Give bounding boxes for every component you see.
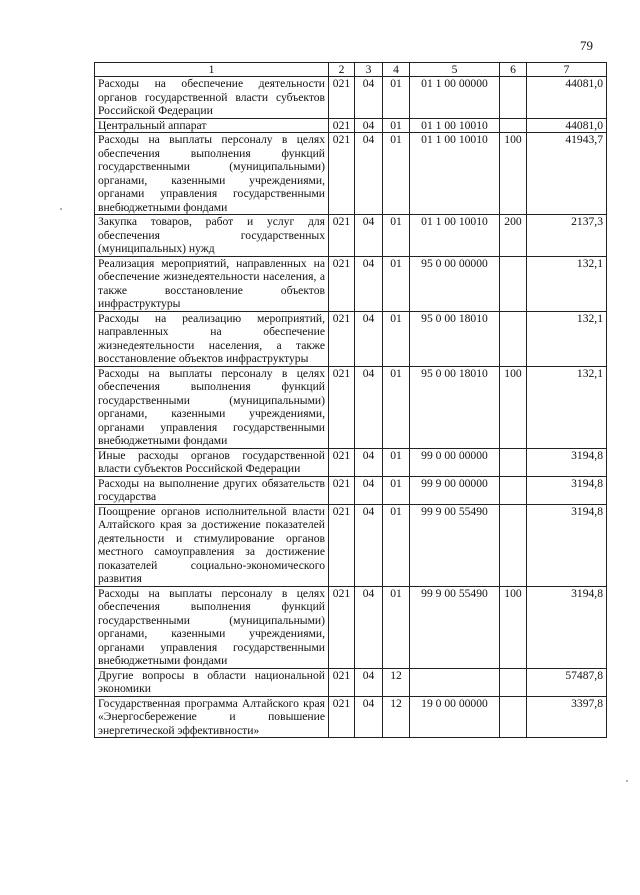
row-amount: 41943,7: [527, 133, 607, 215]
row-ministry-code: 021: [329, 668, 355, 696]
table-row: [95, 311, 607, 366]
scan-speck: [626, 780, 628, 782]
row-subsection-code: 12: [383, 696, 410, 738]
row-subsection-code: 01: [383, 133, 410, 215]
row-subsection-code: 01: [383, 366, 410, 448]
row-target-article: 01 1 00 10010: [410, 118, 500, 133]
row-expense-type: 100: [500, 133, 527, 215]
row-expense-type: 100: [500, 586, 527, 668]
row-section-code: 04: [355, 668, 383, 696]
row-name: Расходы на выплаты персоналу в целях обеспечения выполнения функций государственными (муниципальными) органами, казенными учреждениями, органами управления государственными внебюджетными фондами: [95, 586, 329, 668]
row-section-code: 04: [355, 77, 383, 119]
row-name: Закупка товаров, работ и услуг для обеспечения государственных (муниципальных) нужд: [95, 215, 329, 257]
row-amount: 3194,8: [527, 476, 607, 504]
table-row: [95, 668, 607, 696]
table-row: [95, 118, 607, 133]
row-ministry-code: 021: [329, 366, 355, 448]
row-target-article: [410, 668, 500, 696]
row-subsection-code: 01: [383, 586, 410, 668]
row-expense-type: 100: [500, 366, 527, 448]
row-amount: 2137,3: [527, 215, 607, 257]
row-name: Расходы на выполнение других обязательств государства: [95, 476, 329, 504]
row-ministry-code: 021: [329, 256, 355, 311]
row-name: Расходы на выплаты персоналу в целях обеспечения выполнения функций государственными (муниципальными) органами, казенными учреждениями, органами управления государственными внебюджетными фондами: [95, 366, 329, 448]
row-target-article: 95 0 00 00000: [410, 256, 500, 311]
row-expense-type: [500, 668, 527, 696]
row-amount: 44081,0: [527, 118, 607, 133]
row-ministry-code: 021: [329, 696, 355, 738]
scan-speck: [60, 208, 62, 210]
header-row: [95, 63, 607, 77]
row-target-article: 01 1 00 10010: [410, 215, 500, 257]
header-col-5: 5: [410, 63, 500, 77]
table-row: [95, 133, 607, 215]
row-ministry-code: 021: [329, 448, 355, 476]
row-name: Реализация мероприятий, направленных на обеспечение жизнедеятельности населения, а также восстановление объектов инфраструктуры: [95, 256, 329, 311]
row-section-code: 04: [355, 256, 383, 311]
row-target-article: 99 0 00 00000: [410, 448, 500, 476]
row-section-code: 04: [355, 133, 383, 215]
row-expense-type: [500, 476, 527, 504]
row-target-article: 01 1 00 00000: [410, 77, 500, 119]
row-amount: 132,1: [527, 256, 607, 311]
row-target-article: 99 9 00 55490: [410, 586, 500, 668]
row-name: Поощрение органов исполнительной власти Алтайского края за достижение показателей деятельности и стимулирование органов местного самоуправления за достижение показателей социально-экономического развития: [95, 504, 329, 586]
row-amount: 57487,8: [527, 668, 607, 696]
row-amount: 132,1: [527, 311, 607, 366]
row-expense-type: 200: [500, 215, 527, 257]
row-expense-type: [500, 77, 527, 119]
row-amount: 3194,8: [527, 448, 607, 476]
table-row: [95, 504, 607, 586]
row-section-code: 04: [355, 311, 383, 366]
row-subsection-code: 01: [383, 504, 410, 586]
row-section-code: 04: [355, 118, 383, 133]
row-section-code: 04: [355, 448, 383, 476]
table-row: [95, 256, 607, 311]
row-target-article: 99 9 00 00000: [410, 476, 500, 504]
header-col-1: 1: [95, 63, 329, 77]
row-amount: 44081,0: [527, 77, 607, 119]
row-amount: 3194,8: [527, 586, 607, 668]
row-subsection-code: 12: [383, 668, 410, 696]
row-section-code: 04: [355, 696, 383, 738]
row-amount: 3397,8: [527, 696, 607, 738]
row-subsection-code: 01: [383, 77, 410, 119]
row-section-code: 04: [355, 476, 383, 504]
table-row: [95, 476, 607, 504]
row-ministry-code: 021: [329, 476, 355, 504]
row-amount: 3194,8: [527, 504, 607, 586]
row-name: Расходы на реализацию мероприятий, направленных на обеспечение жизнедеятельности населения, а также восстановление объектов инфраструктуры: [95, 311, 329, 366]
table-row: [95, 215, 607, 257]
row-subsection-code: 01: [383, 448, 410, 476]
table-row: [95, 366, 607, 448]
row-target-article: 95 0 00 18010: [410, 366, 500, 448]
row-expense-type: [500, 256, 527, 311]
row-expense-type: [500, 311, 527, 366]
row-subsection-code: 01: [383, 311, 410, 366]
row-target-article: 01 1 00 10010: [410, 133, 500, 215]
row-target-article: 19 0 00 00000: [410, 696, 500, 738]
row-amount: 132,1: [527, 366, 607, 448]
row-ministry-code: 021: [329, 118, 355, 133]
row-ministry-code: 021: [329, 586, 355, 668]
row-name: Расходы на выплаты персоналу в целях обеспечения выполнения функций государственными (муниципальными) органами, казенными учреждениями, органами управления государственными внебюджетными фондами: [95, 133, 329, 215]
row-expense-type: [500, 504, 527, 586]
row-ministry-code: 021: [329, 311, 355, 366]
row-target-article: 95 0 00 18010: [410, 311, 500, 366]
row-name: Государственная программа Алтайского края «Энергосбережение и повышение энергетической эффективности»: [95, 696, 329, 738]
row-ministry-code: 021: [329, 77, 355, 119]
budget-table: [94, 62, 607, 738]
table-row: [95, 586, 607, 668]
table-row: [95, 77, 607, 119]
row-name: Расходы на обеспечение деятельности органов государственной власти субъектов Российской Федерации: [95, 77, 329, 119]
row-target-article: 99 9 00 55490: [410, 504, 500, 586]
row-ministry-code: 021: [329, 504, 355, 586]
table-row: [95, 696, 607, 738]
row-subsection-code: 01: [383, 476, 410, 504]
row-expense-type: [500, 696, 527, 738]
row-subsection-code: 01: [383, 215, 410, 257]
row-name: Другие вопросы в области национальной экономики: [95, 668, 329, 696]
row-expense-type: [500, 118, 527, 133]
row-name: Иные расходы органов государственной власти субъектов Российской Федерации: [95, 448, 329, 476]
header-col-3: 3: [355, 63, 383, 77]
row-section-code: 04: [355, 366, 383, 448]
row-section-code: 04: [355, 215, 383, 257]
table-row: [95, 448, 607, 476]
header-col-4: 4: [383, 63, 410, 77]
header-col-2: 2: [329, 63, 355, 77]
row-expense-type: [500, 448, 527, 476]
row-section-code: 04: [355, 586, 383, 668]
header-col-6: 6: [500, 63, 527, 77]
header-col-7: 7: [527, 63, 607, 77]
row-ministry-code: 021: [329, 133, 355, 215]
row-ministry-code: 021: [329, 215, 355, 257]
row-section-code: 04: [355, 504, 383, 586]
page-number: 79: [580, 38, 593, 53]
row-subsection-code: 01: [383, 118, 410, 133]
row-name: Центральный аппарат: [95, 118, 329, 133]
row-subsection-code: 01: [383, 256, 410, 311]
